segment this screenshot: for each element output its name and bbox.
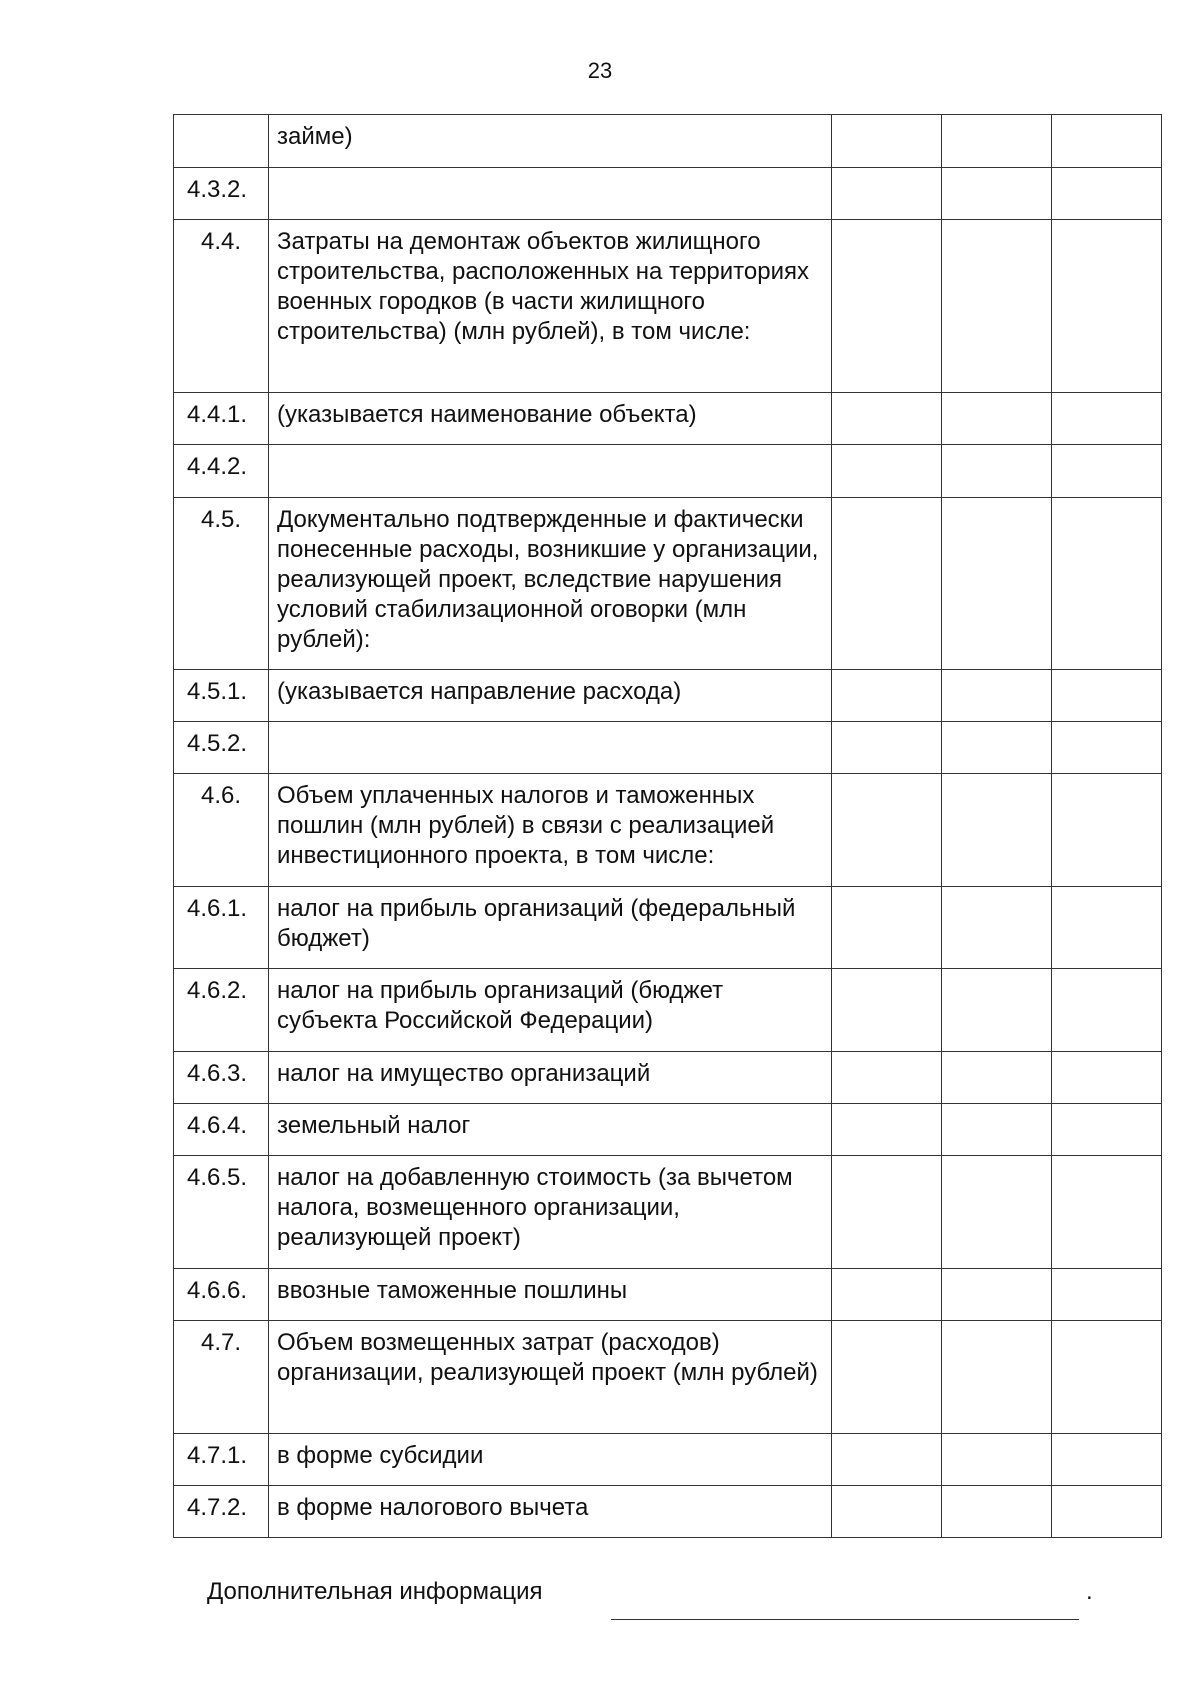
table-row [174,1156,1162,1269]
row-value-cell-1[interactable] [832,445,942,498]
row-value-cell-1[interactable] [832,498,942,670]
row-value-cell-1[interactable] [832,1052,942,1104]
row-value-cell-3[interactable] [1052,1269,1162,1321]
table-row [174,393,1162,445]
row-value-cell-2[interactable] [942,220,1052,393]
table-row [174,220,1162,393]
additional-info-dot: . [1086,1578,1093,1605]
row-number-cell: 4.7. [174,1321,269,1434]
row-value-cell-2[interactable] [942,1052,1052,1104]
row-value-cell-2[interactable] [942,1434,1052,1486]
row-value-cell-1[interactable] [832,670,942,722]
row-value-cell-3[interactable] [1052,115,1162,168]
row-description-cell: земельный налог [269,1104,832,1156]
row-number-cell: 4.5. [174,498,269,670]
row-value-cell-1[interactable] [832,1156,942,1269]
row-value-cell-2[interactable] [942,774,1052,887]
table-row [174,445,1162,498]
row-number-cell: 4.6.2. [174,969,269,1052]
row-value-cell-3[interactable] [1052,1052,1162,1104]
row-description-cell: налог на прибыль организаций (бюджет субъекта Российской Федерации) [269,969,832,1052]
row-number-cell: 4.7.2. [174,1486,269,1538]
row-value-cell-2[interactable] [942,1156,1052,1269]
additional-info-label: Дополнительная информация [207,1578,543,1605]
row-number-cell: 4.6.3. [174,1052,269,1104]
row-value-cell-1[interactable] [832,220,942,393]
row-number-cell: 4.4.2. [174,445,269,498]
row-value-cell-2[interactable] [942,1486,1052,1538]
row-number-cell: 4.5.1. [174,670,269,722]
row-value-cell-3[interactable] [1052,774,1162,887]
row-value-cell-3[interactable] [1052,1434,1162,1486]
row-description-cell [269,168,832,220]
table-row [174,969,1162,1052]
row-value-cell-2[interactable] [942,722,1052,774]
table-row [174,774,1162,887]
row-value-cell-1[interactable] [832,1321,942,1434]
row-number-cell: 4.6.6. [174,1269,269,1321]
table-row [174,1486,1162,1538]
table-row [174,1434,1162,1486]
row-value-cell-3[interactable] [1052,1321,1162,1434]
row-number-cell [174,115,269,168]
row-value-cell-1[interactable] [832,1104,942,1156]
row-value-cell-2[interactable] [942,393,1052,445]
table-row [174,1104,1162,1156]
row-value-cell-2[interactable] [942,1269,1052,1321]
additional-info-line[interactable] [611,1619,1079,1620]
row-value-cell-3[interactable] [1052,220,1162,393]
row-description-cell: ввозные таможенные пошлины [269,1269,832,1321]
row-value-cell-3[interactable] [1052,168,1162,220]
row-value-cell-1[interactable] [832,722,942,774]
row-number-cell: 4.3.2. [174,168,269,220]
row-value-cell-2[interactable] [942,445,1052,498]
row-value-cell-3[interactable] [1052,445,1162,498]
row-number-cell: 4.4. [174,220,269,393]
table-row [174,168,1162,220]
row-description-cell [269,722,832,774]
row-value-cell-1[interactable] [832,168,942,220]
row-value-cell-2[interactable] [942,168,1052,220]
table-row [174,115,1162,168]
row-description-cell: налог на имущество организаций [269,1052,832,1104]
row-description-cell: налог на добавленную стоимость (за вычетом налога, возмещенного организации, реализующей проект) [269,1156,832,1269]
row-value-cell-2[interactable] [942,887,1052,969]
row-value-cell-3[interactable] [1052,1156,1162,1269]
row-value-cell-1[interactable] [832,969,942,1052]
row-description-cell: Объем уплаченных налогов и таможенных пошлин (млн рублей) в связи с реализацией инвестиционного проекта, в том числе: [269,774,832,887]
row-value-cell-1[interactable] [832,393,942,445]
row-value-cell-3[interactable] [1052,722,1162,774]
row-value-cell-3[interactable] [1052,670,1162,722]
row-description-cell: в форме субсидии [269,1434,832,1486]
row-description-cell: налог на прибыль организаций (федеральный бюджет) [269,887,832,969]
row-number-cell: 4.6.5. [174,1156,269,1269]
report-table-body [174,115,1162,1538]
row-description-cell: Затраты на демонтаж объектов жилищного строительства, расположенных на территориях военных городков (в части жилищного строительства) (млн рублей), в том числе: [269,220,832,393]
row-description-cell [269,445,832,498]
row-value-cell-1[interactable] [832,1434,942,1486]
row-value-cell-1[interactable] [832,774,942,887]
row-value-cell-2[interactable] [942,498,1052,670]
row-description-cell: Документально подтвержденные и фактически понесенные расходы, возникшие у организации, реализующей проект, вследствие нарушения условий стабилизационной оговорки (млн рублей): [269,498,832,670]
row-description-cell: (указывается направление расхода) [269,670,832,722]
row-description-cell: займе) [269,115,832,168]
row-value-cell-3[interactable] [1052,393,1162,445]
table-row [174,1321,1162,1434]
table-row [174,1052,1162,1104]
row-number-cell: 4.4.1. [174,393,269,445]
table-row [174,722,1162,774]
row-value-cell-3[interactable] [1052,887,1162,969]
row-value-cell-1[interactable] [832,1486,942,1538]
row-description-cell: в форме налогового вычета [269,1486,832,1538]
row-value-cell-2[interactable] [942,1104,1052,1156]
row-value-cell-3[interactable] [1052,1486,1162,1538]
row-value-cell-1[interactable] [832,115,942,168]
row-value-cell-1[interactable] [832,887,942,969]
row-description-cell: Объем возмещенных затрат (расходов) организации, реализующей проект (млн рублей) [269,1321,832,1434]
table-row [174,887,1162,969]
row-number-cell: 4.6.1. [174,887,269,969]
row-number-cell: 4.6.4. [174,1104,269,1156]
row-number-cell: 4.6. [174,774,269,887]
report-table [173,114,1162,1538]
row-value-cell-2[interactable] [942,115,1052,168]
row-value-cell-2[interactable] [942,1321,1052,1434]
row-number-cell: 4.5.2. [174,722,269,774]
row-description-cell: (указывается наименование объекта) [269,393,832,445]
row-value-cell-3[interactable] [1052,969,1162,1052]
table-row [174,670,1162,722]
row-number-cell: 4.7.1. [174,1434,269,1486]
row-value-cell-2[interactable] [942,969,1052,1052]
row-value-cell-3[interactable] [1052,1104,1162,1156]
row-value-cell-2[interactable] [942,670,1052,722]
row-value-cell-1[interactable] [832,1269,942,1321]
table-row [174,498,1162,670]
row-value-cell-3[interactable] [1052,498,1162,670]
table-row [174,1269,1162,1321]
page-number: 23 [587,58,613,83]
